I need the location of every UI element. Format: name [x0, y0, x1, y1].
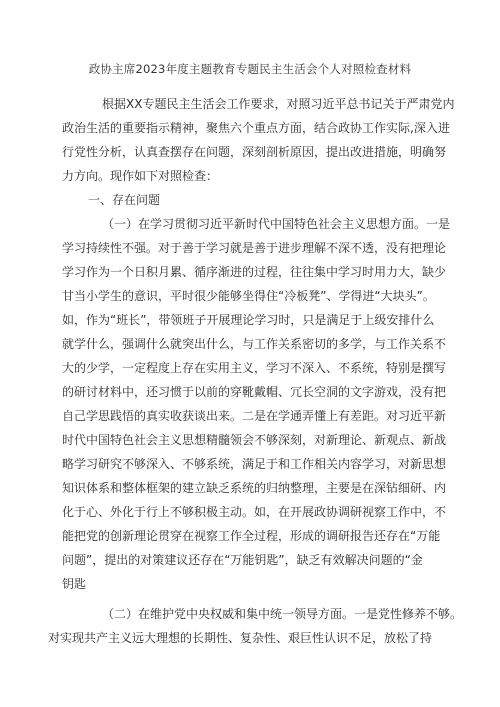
intro-line: 根据XX专题民主生活会工作要求，对照习近平总书记关于严肃党内 — [102, 97, 455, 111]
part1-line: 大的少学，一定程度上存在实用主义，学习不深入、不系统，特别是撰写 — [62, 361, 447, 375]
document-title: 政协主席2023年度主题教育专题民主生活会个人对照检查材料 — [88, 62, 412, 76]
part1-line: 自己学思践悟的真实收获谈出来。二是在学通弄懂上有差距。对习近平新 — [62, 409, 447, 423]
intro-line: 行党性分析，认真查摆存在问题，深刻剖析原因，提出改进措施，明确努 — [62, 145, 447, 159]
part1-line: 化于心、外化于行上不够积极主动。如，在开展政协调研视察工作中，不 — [62, 505, 447, 519]
part1-line: 能把党的创新理论贯穿在视察工作全过程，形成的调研报告还存在“万能 — [62, 529, 441, 543]
part1-line: 如，作为“班长”，带领班子开展理论学习时，只是满足于上级安排什么 — [62, 313, 435, 327]
part1-line: 甘当小学生的意识，平时很少能够坐得住“冷板凳”、学得进“大块头”。 — [62, 289, 435, 303]
section-heading: 一、存在问题 — [88, 193, 161, 207]
part1-line: 钥匙 — [62, 577, 87, 591]
part1-line: 学习持续性不强。对于善于学习就是善于进步理解不深不透，没有把理论 — [62, 241, 447, 255]
part2-line: 对实现共产主义远大理想的长期性、复杂性、艰巨性认识不足，放松了持 — [48, 631, 433, 645]
part1-line: 问题”，提出的对策建议还存在“万能钥匙”，缺乏有效解决问题的“金 — [62, 553, 423, 567]
part1-line: 略学习研究不够深入、不够系统，满足于和工作相关内容学习，对新思想 — [62, 457, 447, 471]
part2-line: （二）在维护党中央权威和集中统一领导方面。一是党性修养不够。 — [102, 607, 463, 621]
intro-line: 力方向。现作如下对照检查： — [62, 169, 219, 183]
part1-line: 知识体系和整体框架的建立缺乏系统的归纳整理，主要是在深钻细研、内 — [62, 481, 447, 495]
part1-line: 就学什么，强调什么就突出什么，与工作关系密切的多学，与工作关系不 — [62, 337, 447, 351]
part1-line: （一）在学习贯彻习近平新时代中国特色社会主义思想方面。一是 — [102, 217, 451, 231]
part1-line: 时代中国特色社会主义思想精髓领会不够深刻，对新理论、新观点、新战 — [62, 433, 447, 447]
part1-line: 学习作为一个日积月累、循序渐进的过程，往往集中学习时用力大，缺少 — [62, 265, 447, 279]
part1-line: 的研讨材料中，还习惯于以前的穿靴戴帽、冗长空洞的文字游戏，没有把 — [62, 385, 447, 399]
intro-line: 政治生活的重要指示精神，聚焦六个重点方面，结合政协工作实际,深入进 — [62, 121, 450, 135]
